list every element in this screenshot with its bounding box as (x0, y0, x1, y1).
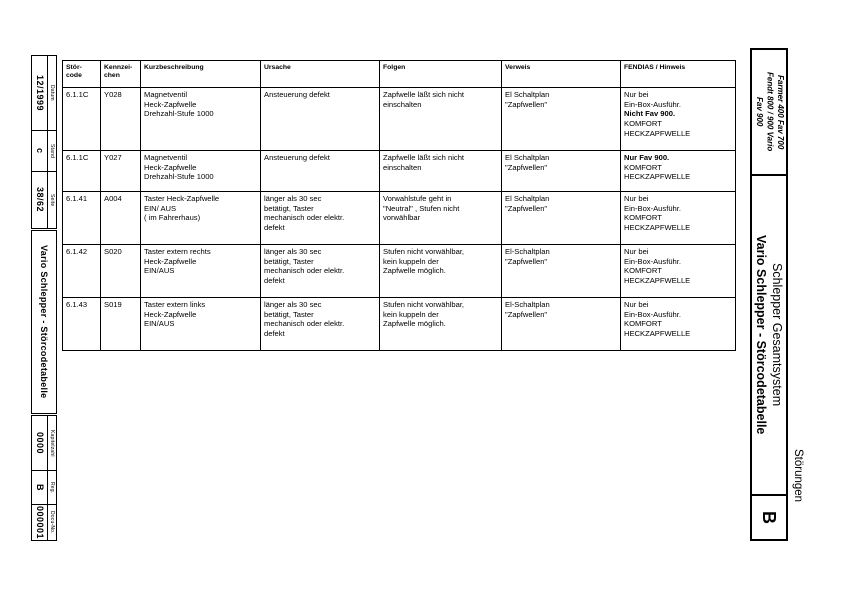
fault-code-table (62, 60, 736, 351)
right-sidebar (750, 48, 788, 541)
column-header-verweis: Verweis (502, 61, 621, 88)
kapitelzahl-label: Kapitelzahl (49, 429, 55, 457)
reg-cell (32, 470, 56, 504)
cell-fendias: Nur bei Ein-Box-Ausführ. Nicht Fav 900. KOMFORT HECKZAPFWELLE (621, 88, 736, 151)
left-sidebar-doc-box (31, 415, 57, 541)
column-header-stoercode: Stör- code (63, 61, 101, 88)
table-row (63, 88, 736, 151)
cell-stoercode: 6.1.1C (63, 151, 101, 192)
category-label: Störungen (792, 449, 804, 503)
cell-ursache: länger als 30 sec betätigt, Taster mechanisch oder elektr. defekt (261, 192, 380, 245)
cell-kurzbeschreibung: Taster extern links Heck-Zapfwelle EIN/AUS (141, 298, 261, 351)
cell-fendias: Nur Fav 900. KOMFORT HECKZAPFWELLE (621, 151, 736, 192)
cell-ursache: länger als 30 sec betätigt, Taster mechanisch oder elektr. defekt (261, 298, 380, 351)
cell-stoercode: 6.1.41 (63, 192, 101, 245)
column-header-ursache: Ursache (261, 61, 380, 88)
cell-stoercode: 6.1.42 (63, 245, 101, 298)
cell-folgen: Zapfwelle läßt sich nicht einschalten (380, 151, 502, 192)
cell-kennzeichen: Y027 (101, 151, 141, 192)
reg-label: Reg. (49, 481, 55, 494)
cell-ursache: Ansteuerung defekt (261, 151, 380, 192)
cell-folgen: Vorwahlstufe geht in "Neutral" , Stufen nicht vorwählbar (380, 192, 502, 245)
datum-value: 12/1999 (35, 74, 45, 112)
cell-verweis: El Schaltplan "Zapfwellen" (502, 88, 621, 151)
cell-folgen: Stufen nicht vorwählbar, kein kuppeln der Zapfwelle möglich. (380, 298, 502, 351)
cell-kurzbeschreibung: Magnetventil Heck-Zapfwelle Drehzahl-Stufe 1000 (141, 151, 261, 192)
model-range (753, 50, 785, 174)
left-sidebar-meta-box (31, 55, 57, 229)
table-row (63, 245, 736, 298)
left-sidebar-title: Vario Schlepper - Störcodetabelle (39, 245, 49, 399)
cell-kurzbeschreibung: Taster extern rechts Heck-Zapfwelle EIN/AUS (141, 245, 261, 298)
table-row (63, 298, 736, 351)
model-range-cell (752, 50, 786, 176)
section-letter-cell (752, 496, 786, 539)
column-header-fendias: FENDIAS / Hinweis (621, 61, 736, 88)
section-letter: B (759, 511, 779, 524)
column-header-kurzbeschreibung: Kurzbeschreibung (141, 61, 261, 88)
cell-kennzeichen: S019 (101, 298, 141, 351)
system-title-cell (752, 176, 786, 496)
model-line: Farmer 400 Fav 700 (775, 74, 785, 150)
cell-fendias: Nur bei Ein-Box-Ausführ. KOMFORT HECKZAPFWELLE (621, 245, 736, 298)
cell-kennzeichen: S020 (101, 245, 141, 298)
kapitelzahl-value: 0000 (35, 431, 45, 455)
cell-verweis: El-Schaltplan "Zapfwellen" (502, 245, 621, 298)
cell-verweis: El Schaltplan "Zapfwellen" (502, 151, 621, 192)
seite-value: 38/62 (35, 187, 45, 213)
stand-value: c (35, 148, 45, 154)
cell-fendias: Nur bei Ein-Box-Ausführ. KOMFORT HECKZAPFWELLE (621, 298, 736, 351)
cell-verweis: El Schaltplan "Zapfwellen" (502, 192, 621, 245)
kapitelzahl-cell (32, 416, 56, 470)
cell-kennzeichen: A004 (101, 192, 141, 245)
chapter-subtitle: Vario Schlepper - Störcodetabelle (754, 235, 768, 435)
cell-kennzeichen: Y028 (101, 88, 141, 151)
stand-cell (32, 130, 56, 171)
cell-ursache: länger als 30 sec betätigt, Taster mechanisch oder elektr. defekt (261, 245, 380, 298)
table-row (63, 192, 736, 245)
cell-folgen: Stufen nicht vorwählbar, kein kuppeln der Zapfwelle möglich. (380, 245, 502, 298)
seite-cell (32, 171, 56, 228)
column-header-kennzeichen: Kennzei- chen (101, 61, 141, 88)
cell-stoercode: 6.1.1C (63, 88, 101, 151)
docu-no-cell (32, 504, 56, 540)
seite-label: Seite (49, 193, 55, 207)
cell-ursache: Ansteuerung defekt (261, 88, 380, 151)
column-header-folgen: Folgen (380, 61, 502, 88)
table-header-row (63, 61, 736, 88)
reg-value: B (35, 484, 45, 491)
docu-no-label: Docu-No. (49, 511, 55, 534)
datum-cell (32, 56, 56, 130)
cell-kurzbeschreibung: Magnetventil Heck-Zapfwelle Drehzahl-Stufe 1000 (141, 88, 261, 151)
cell-kurzbeschreibung: Taster Heck-Zapfwelle EIN/ AUS ( im Fahrerhaus) (141, 192, 261, 245)
cell-stoercode: 6.1.43 (63, 298, 101, 351)
cell-folgen: Zapfwelle läßt sich nicht einschalten (380, 88, 502, 151)
cell-verweis: El-Schaltplan "Zapfwellen" (502, 298, 621, 351)
model-line: Fendt 800 / 900 Vario (765, 72, 775, 152)
stand-label: Stand (49, 143, 55, 159)
left-sidebar-title-box (31, 230, 57, 414)
fault-table-body (63, 88, 736, 351)
cell-fendias: Nur bei Ein-Box-Ausführ. KOMFORT HECKZAPFWELLE (621, 192, 736, 245)
docu-no-value: 000001 (35, 505, 45, 540)
datum-label: Datum (49, 85, 55, 101)
table-row (63, 151, 736, 192)
model-line: Fav 900 (754, 97, 764, 127)
system-title (753, 176, 785, 494)
system-name: Schlepper Gesamtsystem (770, 263, 784, 407)
